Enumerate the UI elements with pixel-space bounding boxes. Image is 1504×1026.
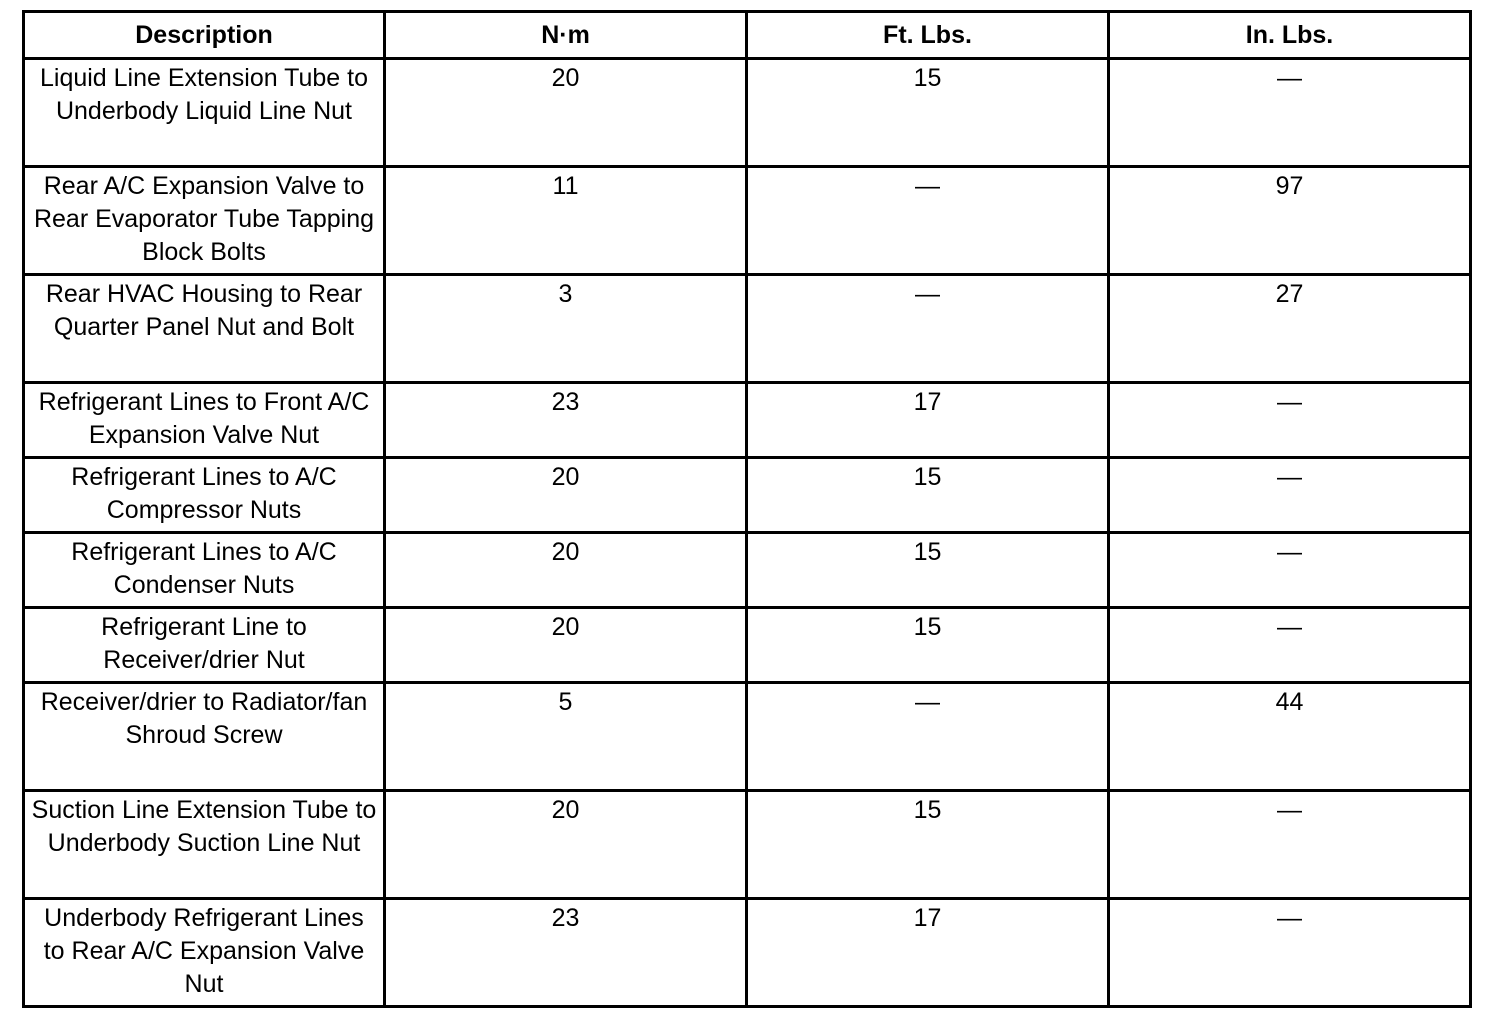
nm-cell: 20	[385, 533, 747, 608]
in-lbs-cell: 44	[1109, 683, 1471, 791]
nm-cell: 5	[385, 683, 747, 791]
description-cell: Refrigerant Line to Receiver/drier Nut	[24, 608, 385, 683]
in-lbs-cell: —	[1109, 608, 1471, 683]
header-description: Description	[24, 12, 385, 59]
table-row	[24, 167, 1471, 275]
in-lbs-cell: 27	[1109, 275, 1471, 383]
description-cell: Liquid Line Extension Tube to Underbody Liquid Line Nut	[24, 59, 385, 167]
table-row	[24, 275, 1471, 383]
description-cell: Suction Line Extension Tube to Underbody Suction Line Nut	[24, 791, 385, 899]
description-cell: Refrigerant Lines to A/C Condenser Nuts	[24, 533, 385, 608]
ft-lbs-cell: 15	[747, 458, 1109, 533]
in-lbs-cell: —	[1109, 791, 1471, 899]
description-cell: Refrigerant Lines to Front A/C Expansion Valve Nut	[24, 383, 385, 458]
nm-cell: 3	[385, 275, 747, 383]
fastener-specifications-table	[22, 10, 1472, 1008]
in-lbs-cell: —	[1109, 383, 1471, 458]
description-cell: Receiver/drier to Radiator/fan Shroud Screw	[24, 683, 385, 791]
nm-cell: 23	[385, 899, 747, 1007]
table-row	[24, 683, 1471, 791]
ft-lbs-cell: 15	[747, 791, 1109, 899]
ft-lbs-cell: —	[747, 167, 1109, 275]
in-lbs-cell: 97	[1109, 167, 1471, 275]
ft-lbs-cell: 15	[747, 608, 1109, 683]
nm-cell: 20	[385, 458, 747, 533]
description-cell: Rear HVAC Housing to Rear Quarter Panel Nut and Bolt	[24, 275, 385, 383]
description-cell: Underbody Refrigerant Lines to Rear A/C Expansion Valve Nut	[24, 899, 385, 1007]
in-lbs-cell: —	[1109, 59, 1471, 167]
nm-cell: 20	[385, 791, 747, 899]
table-row	[24, 59, 1471, 167]
nm-cell: 20	[385, 59, 747, 167]
nm-cell: 20	[385, 608, 747, 683]
ft-lbs-cell: 15	[747, 59, 1109, 167]
nm-cell: 23	[385, 383, 747, 458]
header-in-lbs: In. Lbs.	[1109, 12, 1471, 59]
header-ft-lbs: Ft. Lbs.	[747, 12, 1109, 59]
table-row	[24, 608, 1471, 683]
table-row	[24, 899, 1471, 1007]
table-row	[24, 383, 1471, 458]
in-lbs-cell: —	[1109, 899, 1471, 1007]
ft-lbs-cell: 17	[747, 383, 1109, 458]
header-nm: N·m	[385, 12, 747, 59]
in-lbs-cell: —	[1109, 533, 1471, 608]
nm-cell: 11	[385, 167, 747, 275]
ft-lbs-cell: 17	[747, 899, 1109, 1007]
table-row	[24, 458, 1471, 533]
table-row	[24, 533, 1471, 608]
ft-lbs-cell: —	[747, 683, 1109, 791]
ft-lbs-cell: —	[747, 275, 1109, 383]
header-row	[24, 12, 1471, 59]
ft-lbs-cell: 15	[747, 533, 1109, 608]
in-lbs-cell: —	[1109, 458, 1471, 533]
table-row	[24, 791, 1471, 899]
description-cell: Rear A/C Expansion Valve to Rear Evaporator Tube Tapping Block Bolts	[24, 167, 385, 275]
description-cell: Refrigerant Lines to A/C Compressor Nuts	[24, 458, 385, 533]
